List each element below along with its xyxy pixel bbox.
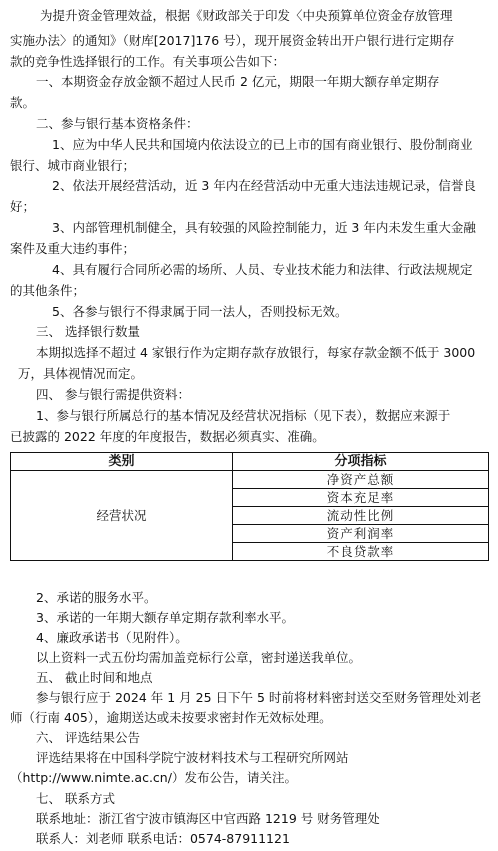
text-line: 4、廉政承诺书（见附件）。: [36, 630, 188, 645]
header-indicator: 分项指标: [233, 453, 489, 471]
text-line: 联系地址：浙江省宁波市镇海区中官西路 1219 号 财务管理处: [36, 811, 380, 826]
text-line: 三、 选择银行数量: [36, 324, 140, 339]
text-line: 案件及重大违约事件；: [10, 241, 136, 256]
text-line: 4、具有履行合同所必需的场所、人员、专业技术能力和法律、行政法规规定: [52, 262, 473, 277]
text-line: 师（行南 405），逾期送达或未按要求密封作无效标处理。: [10, 710, 332, 725]
text-line: 为提升资金管理效益，根据《财政部关于印发〈中央预算单位资金存放管理: [40, 8, 453, 23]
indicator-cell: 资本充足率: [233, 489, 489, 507]
text-line: 联系人：刘老师 联系电话：0574-87911121: [36, 831, 290, 846]
text-line: 万，具体视情况而定。: [18, 366, 144, 381]
text-line: 5、各参与银行不得隶属于同一法人，否则投标无效。: [52, 304, 348, 319]
text-line: 3、承诺的一年期大额存单定期存款利率水平。: [36, 610, 294, 625]
text-line: 二、参与银行基本资格条件：: [36, 116, 199, 131]
text-line: 本期拟选择不超过 4 家银行作为定期存款存放银行，每家存款金额不低于 3000: [36, 345, 476, 360]
text-line: 七、 联系方式: [36, 791, 115, 806]
text-line: （http://www.nimte.ac.cn/）发布公告，请关注。: [10, 770, 297, 785]
table-header-row: [11, 453, 489, 471]
text-line: 的其他条件；: [10, 283, 86, 298]
text-line: 已披露的 2022 年度的年度报告，数据必须真实、准确。: [10, 429, 325, 444]
text-line: 一、本期资金存放金额不超过人民币 2 亿元，期限一年期大额存单定期存: [36, 74, 440, 89]
text-line: 1、参与银行所属总行的基本情况及经营状况指标（见下表），数据应来源于: [36, 408, 451, 423]
indicator-cell: 净资产总额: [233, 471, 489, 489]
text-line: 实施办法〉的通知》（财库[2017]176 号），现开展资金转出开户银行进行定期存: [10, 33, 455, 48]
text-line: 3、内部管理机制健全，具有较强的风险控制能力，近 3 年内未发生重大金融: [52, 220, 476, 235]
category-cell: 经营状况: [11, 471, 233, 561]
indicator-cell: 不良贷款率: [233, 543, 489, 561]
text-line: 1、应为中华人民共和国境内依法设立的已上市的国有商业银行、股份制商业: [52, 137, 473, 152]
indicator-cell: 流动性比例: [233, 507, 489, 525]
text-line: 以上资料一式五份均需加盖竞标行公章，密封递送我单位。: [36, 650, 362, 665]
text-line: 参与银行应于 2024 年 1 月 25 日下午 5 时前将材料密封送交至财务管理处刘老: [36, 690, 482, 705]
indicator-table: [10, 452, 489, 561]
table-row: [11, 471, 489, 489]
indicator-cell: 资产利润率: [233, 525, 489, 543]
text-line: 款的竞争性选择银行的工作。有关事项公告如下：: [10, 54, 286, 69]
text-line: 评选结果将在中国科学院宁波材料技术与工程研究所网站: [36, 750, 349, 765]
text-line: 款。: [10, 95, 36, 110]
text-line: 好；: [10, 199, 36, 214]
text-line: 六、 评选结果公告: [36, 730, 140, 745]
text-line: 五、 截止时间和地点: [36, 670, 153, 685]
text-line: 银行、城市商业银行；: [10, 158, 136, 173]
text-line: 2、承诺的服务水平。: [36, 590, 157, 605]
header-category: 类别: [11, 453, 233, 471]
text-line: 2、依法开展经营活动，近 3 年内在经营活动中无重大违法违规记录，信誉良: [52, 178, 476, 193]
text-line: 四、 参与银行需提供资料：: [36, 387, 190, 402]
